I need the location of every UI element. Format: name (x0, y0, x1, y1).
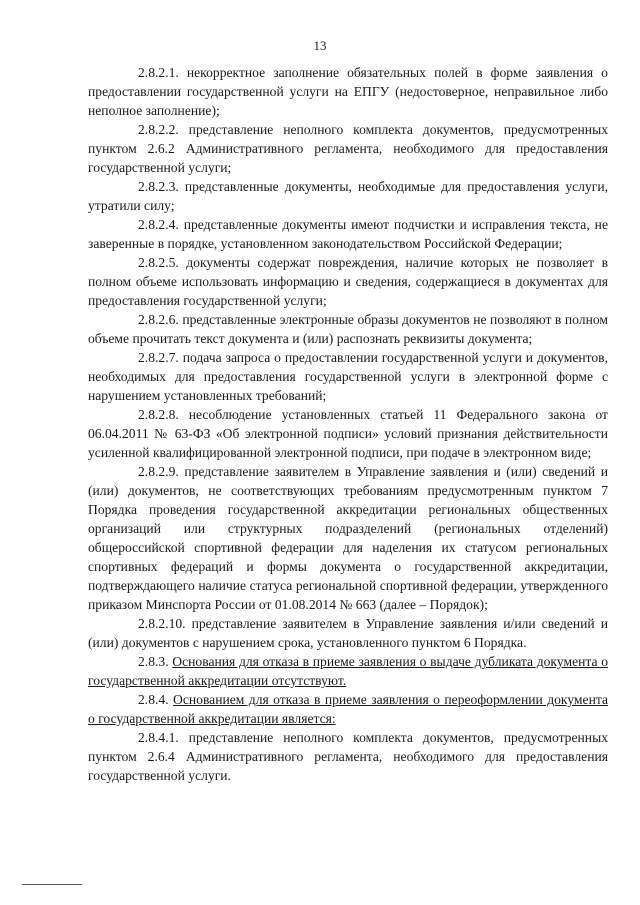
paragraph-2-8-4-1 (88, 728, 608, 785)
paragraph-text: подача запроса о предоставлении государственной услуги и документов, необходимых для предоставления государственной услуги в электронной форме с нарушением установленных требований; (88, 350, 608, 403)
paragraph-number: 2.8.2.1. (138, 65, 179, 80)
paragraph-2-8-2-1 (88, 63, 608, 120)
paragraph-text: некорректное заполнение обязательных полей в форме заявления о предоставлении государственной услуги на ЕПГУ (недостоверное, неправильное либо неполное заполнение); (88, 65, 608, 118)
paragraph-2-8-4 (88, 690, 608, 728)
paragraph-text: представление неполного комплекта документов, предусмотренных пунктом 2.6.4 Административного регламента, необходимого для предоставления государственной услуги. (88, 730, 608, 783)
paragraph-number: 2.8.3. (138, 654, 169, 669)
paragraph-2-8-2-4 (88, 215, 608, 253)
paragraph-number: 2.8.2.5. (138, 255, 179, 270)
paragraph-text: представленные документы, необходимые для предоставления услуги, утратили силу; (88, 179, 608, 213)
paragraph-2-8-2-9 (88, 462, 608, 614)
paragraph-number: 2.8.4.1. (138, 730, 179, 745)
document-body (88, 63, 608, 785)
paragraph-2-8-2-3 (88, 177, 608, 215)
paragraph-number: 2.8.2.3. (138, 179, 179, 194)
paragraph-text: документы содержат повреждения, наличие которых не позволяет в полном объеме использовать информацию и сведения, содержащиеся в документах для предоставления государственной услуги; (88, 255, 608, 308)
paragraph-text-underlined: Основания для отказа в приеме заявления о выдаче дубликата документа о государственной аккредитации отсутствуют. (88, 654, 608, 688)
paragraph-text: несоблюдение установленных статьей 11 Федерального закона от 06.04.2011 № 63-ФЗ «Об электронной подписи» условий признания действительности усиленной квалифицированной электронной подписи, при подаче в электронном виде; (88, 407, 608, 460)
paragraph-text: представление неполного комплекта документов, предусмотренных пунктом 2.6.2 Административного регламента, необходимого для предоставления государственной услуги; (88, 122, 608, 175)
footer-divider (22, 884, 82, 885)
page-number: 13 (313, 38, 327, 53)
paragraph-text: представленные документы имеют подчистки и исправления текста, не заверенные в порядке, установленном законодательством Российской Федерации; (88, 217, 608, 251)
paragraph-number: 2.8.2.9. (138, 464, 179, 479)
paragraph-2-8-2-5 (88, 253, 608, 310)
paragraph-number: 2.8.2.6. (138, 312, 179, 327)
paragraph-text: представление заявителем в Управление заявления и (или) сведений и (или) документов, не соответствующих требованиям предусмотренным пунктом 7 Порядка проведения государственной аккредитации региональных общественных организаций или структурных подразделений (региональных отделений) общероссийской спортивной федерации для наделения их статусом региональных спортивных федераций и формы документа о государственной аккредитации, подтверждающего наличие статуса региональной спортивной федерации, утвержденного приказом Минспорта России от 01.08.2014 № 663 (далее – Порядок); (88, 464, 608, 612)
paragraph-number: 2.8.2.7. (138, 350, 179, 365)
paragraph-number: 2.8.2.10. (138, 616, 186, 631)
paragraph-2-8-2-7 (88, 348, 608, 405)
paragraph-number: 2.8.4. (138, 692, 169, 707)
paragraph-number: 2.8.2.8. (138, 407, 179, 422)
paragraph-2-8-3 (88, 652, 608, 690)
paragraph-number: 2.8.2.2. (138, 122, 179, 137)
paragraph-text-underlined: Основанием для отказа в приеме заявления о переоформлении документа о государственной аккредитации является: (88, 692, 608, 726)
paragraph-2-8-2-6 (88, 310, 608, 348)
paragraph-number: 2.8.2.4. (138, 217, 179, 232)
paragraph-2-8-2-2 (88, 120, 608, 177)
paragraph-2-8-2-8 (88, 405, 608, 462)
paragraph-text: представленные электронные образы документов не позволяют в полном объеме прочитать текст документа и (или) распознать реквизиты документа; (88, 312, 608, 346)
paragraph-text: представление заявителем в Управление заявления и/или сведений и (или) документов с нарушением срока, установленного пунктом 6 Порядка. (88, 616, 608, 650)
paragraph-2-8-2-10 (88, 614, 608, 652)
